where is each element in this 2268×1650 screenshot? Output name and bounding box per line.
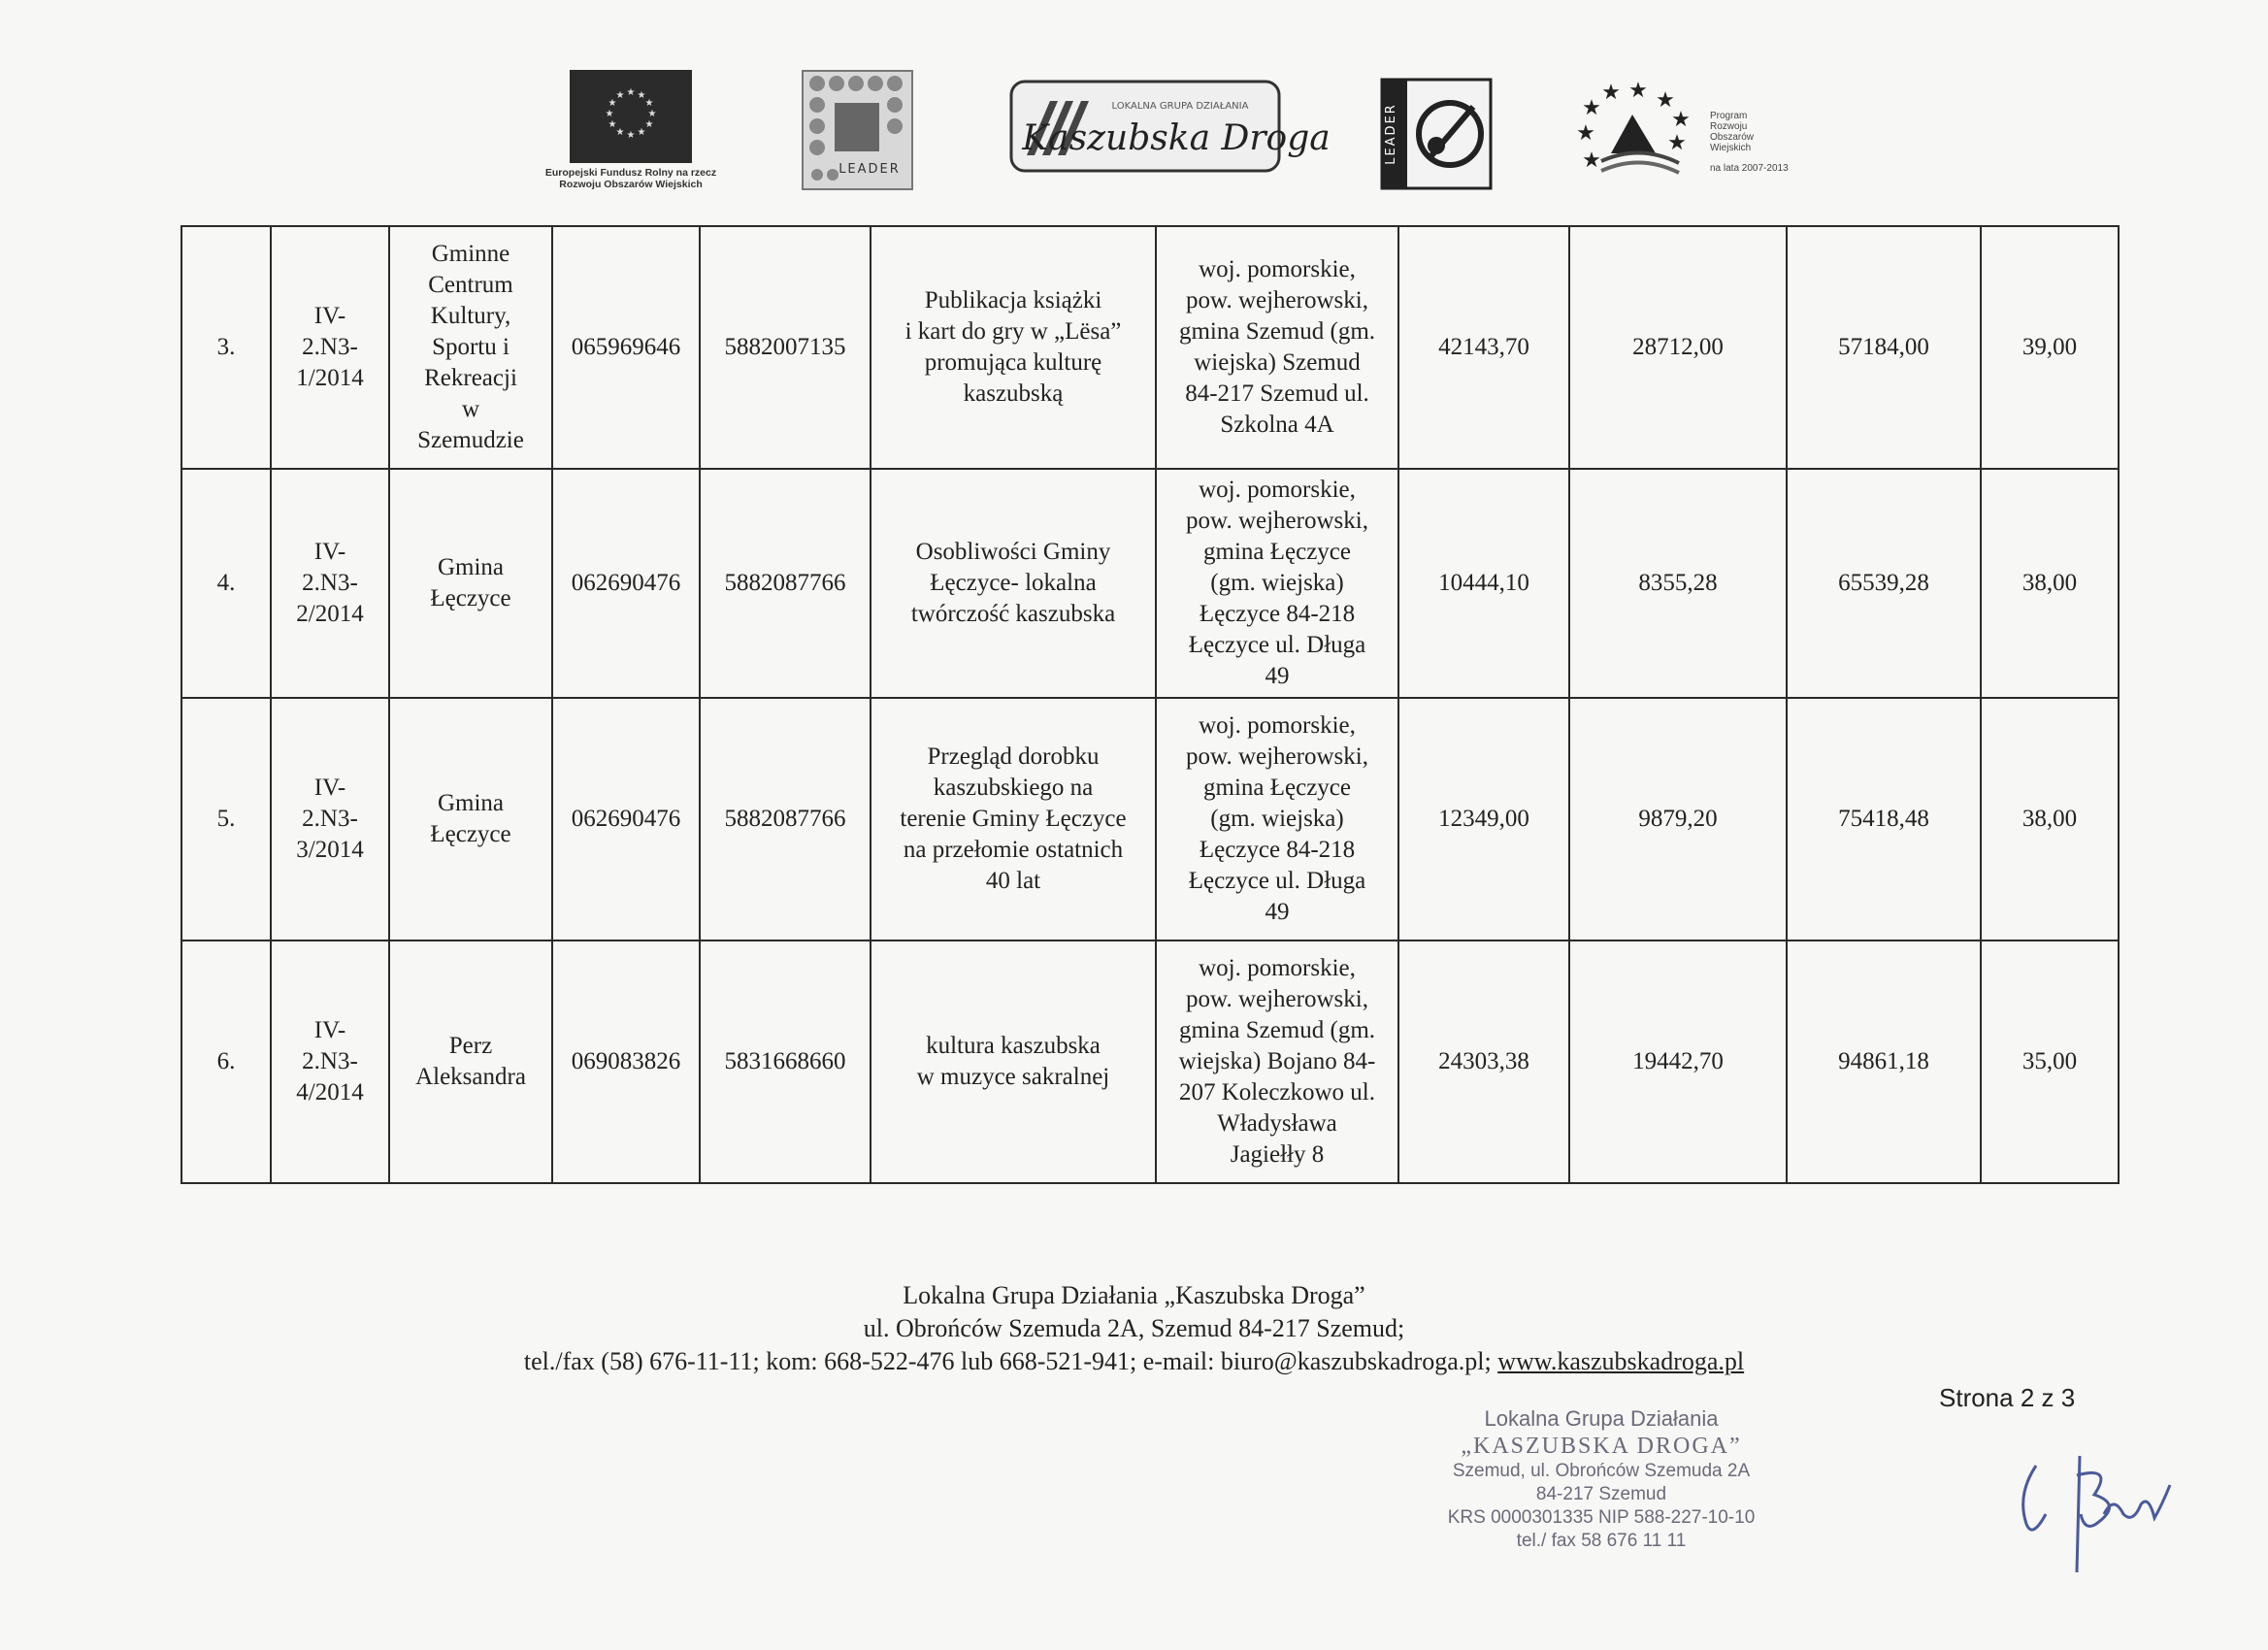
total-cost-cell: 12349,00 bbox=[1398, 698, 1569, 940]
prow-years: na lata 2007-2013 bbox=[1710, 163, 1789, 174]
svg-text:★: ★ bbox=[626, 87, 636, 98]
nip-cell: 5882087766 bbox=[700, 698, 871, 940]
svg-text:★: ★ bbox=[1582, 148, 1601, 173]
applicant-cell: Gmina Łęczyce bbox=[389, 469, 552, 698]
regon-cell: 062690476 bbox=[552, 698, 700, 940]
eu-fund-logo bbox=[519, 70, 742, 194]
regon-cell: 062690476 bbox=[552, 469, 700, 698]
regon-cell: 069083826 bbox=[552, 940, 700, 1183]
address-cell: woj. pomorskie, pow. wejherowski, gmina Szemud (gm. wiejska) Szemud 84-217 Szemud ul. Szkolna 4A bbox=[1156, 226, 1398, 469]
lp-cell: 4. bbox=[181, 469, 271, 698]
svg-text:★: ★ bbox=[1656, 88, 1675, 113]
applications-table bbox=[181, 225, 2120, 1184]
svg-text:★: ★ bbox=[608, 98, 617, 109]
application-number-cell: IV- 2.N3- 1/2014 bbox=[271, 226, 389, 469]
address-cell: woj. pomorskie, pow. wejherowski, gmina Szemud (gm. wiejska) Bojano 84- 207 Koleczkowo ul. Władysława Jagiełły 8 bbox=[1156, 940, 1398, 1183]
points-cell: 35,00 bbox=[1981, 940, 2119, 1183]
page-number: Strona 2 z 3 bbox=[1939, 1383, 2076, 1412]
svg-text:★: ★ bbox=[626, 130, 636, 141]
svg-text:★: ★ bbox=[615, 127, 625, 138]
total-cost-cell: 24303,38 bbox=[1398, 940, 1569, 1183]
footer-contact-text: tel./fax (58) 676-11-11; kom: 668-522-476 lub 668-521-941; e-mail: biuro@kaszubskadroga.pl; bbox=[523, 1347, 1498, 1375]
svg-text:★: ★ bbox=[608, 119, 617, 130]
lp-cell: 5. bbox=[181, 698, 271, 940]
nip-cell: 5882007135 bbox=[700, 226, 871, 469]
footer-org-name: Lokalna Grupa Działania „Kaszubska Droga” bbox=[903, 1281, 1365, 1309]
requested-aid-cell: 9879,20 bbox=[1569, 698, 1787, 940]
svg-text:★: ★ bbox=[1667, 131, 1687, 155]
cumulative-aid-cell: 57184,00 bbox=[1787, 226, 1981, 469]
table-row bbox=[181, 469, 2119, 698]
points-cell: 39,00 bbox=[1981, 226, 2119, 469]
points-cell: 38,00 bbox=[1981, 469, 2119, 698]
svg-text:★: ★ bbox=[637, 90, 646, 101]
title-cell: Przegląd dorobku kaszubskiego na terenie Gminy Łęczyce na przełomie ostatnich 40 lat bbox=[871, 698, 1156, 940]
total-cost-cell: 42143,70 bbox=[1398, 226, 1569, 469]
svg-text:★: ★ bbox=[1582, 96, 1601, 120]
svg-text:★: ★ bbox=[647, 109, 657, 119]
svg-text:★: ★ bbox=[1601, 81, 1621, 105]
application-number-cell: IV- 2.N3- 3/2014 bbox=[271, 698, 389, 940]
table-row bbox=[181, 940, 2119, 1183]
handwritten-signature bbox=[2007, 1446, 2182, 1572]
svg-text:LEADER: LEADER bbox=[838, 162, 901, 177]
cumulative-aid-cell: 75418,48 bbox=[1787, 698, 1981, 940]
total-cost-cell: 10444,10 bbox=[1398, 469, 1569, 698]
leader-mosaic-logo bbox=[802, 70, 913, 190]
svg-text:★: ★ bbox=[644, 119, 654, 130]
table-row bbox=[181, 698, 2119, 940]
svg-text:★: ★ bbox=[637, 127, 646, 138]
application-number-cell: IV- 2.N3- 4/2014 bbox=[271, 940, 389, 1183]
cumulative-aid-cell: 65539,28 bbox=[1787, 469, 1981, 698]
requested-aid-cell: 8355,28 bbox=[1569, 469, 1787, 698]
svg-text:★: ★ bbox=[1628, 79, 1648, 103]
website-link[interactable]: www.kaszubskadroga.pl bbox=[1497, 1347, 1745, 1375]
table-row bbox=[181, 226, 2119, 469]
prow-text: Program Rozwoju Obszarów Wiejskich bbox=[1710, 111, 1755, 153]
address-cell: woj. pomorskie, pow. wejherowski, gmina Łęczyce (gm. wiejska) Łęczyce 84-218 Łęczyce ul. Długa 49 bbox=[1156, 469, 1398, 698]
kaszubska-droga-logo bbox=[1009, 80, 1331, 173]
footer-address: ul. Obrońców Szemuda 2A, Szemud 84-217 Szemud; bbox=[863, 1314, 1405, 1342]
address-cell: woj. pomorskie, pow. wejherowski, gmina Łęczyce (gm. wiejska) Łęczyce 84-218 Łęczyce ul. Długa 49 bbox=[1156, 698, 1398, 940]
requested-aid-cell: 28712,00 bbox=[1569, 226, 1787, 469]
lp-cell: 6. bbox=[181, 940, 271, 1183]
lp-cell: 3. bbox=[181, 226, 271, 469]
title-cell: Publikacja książki i kart do gry w „Lësa” promująca kulturę kaszubską bbox=[871, 226, 1156, 469]
applicant-cell: Gmina Łęczyce bbox=[389, 698, 552, 940]
eu-flag-icon bbox=[570, 70, 692, 163]
requested-aid-cell: 19442,70 bbox=[1569, 940, 1787, 1183]
svg-text:★: ★ bbox=[1671, 108, 1691, 132]
svg-text:LOKALNA GRUPA DZIAŁANIA: LOKALNA GRUPA DZIAŁANIA bbox=[1111, 101, 1249, 112]
applicant-cell: Gminne Centrum Kultury, Sportu i Rekreacji w Szemudzie bbox=[389, 226, 552, 469]
application-number-cell: IV- 2.N3- 2/2014 bbox=[271, 469, 389, 698]
svg-text:★: ★ bbox=[605, 109, 614, 119]
points-cell: 38,00 bbox=[1981, 698, 2119, 940]
organization-stamp: Lokalna Grupa Działania „KASZUBSKA DROGA” Szemud, ul. Obrońców Szemuda 2A 84-217 Szemud KRS 0000301335 NIP 588-227-10-10 tel./ fax 58 676 11 11 bbox=[1447, 1406, 1756, 1551]
nip-cell: 5882087766 bbox=[700, 469, 871, 698]
svg-text:★: ★ bbox=[1576, 121, 1595, 146]
eu-caption: Europejski Fundusz Rolny na rzecz Rozwoju Obszarów Wiejskich bbox=[544, 167, 717, 190]
svg-text:★: ★ bbox=[644, 98, 654, 109]
leader-logo bbox=[1380, 78, 1493, 190]
title-cell: Osobliwości Gminy Łęczyce- lokalna twórczość kaszubska bbox=[871, 469, 1156, 698]
footer-contact bbox=[0, 1345, 2268, 1378]
applicant-cell: Perz Aleksandra bbox=[389, 940, 552, 1183]
svg-text:★: ★ bbox=[615, 90, 625, 101]
svg-text:LEADER: LEADER bbox=[1384, 103, 1398, 165]
regon-cell: 065969646 bbox=[552, 226, 700, 469]
nip-cell: 5831668660 bbox=[700, 940, 871, 1183]
title-cell: kultura kaszubska w muzyce sakralnej bbox=[871, 940, 1156, 1183]
svg-text:Kaszubska Droga: Kaszubska Droga bbox=[1022, 118, 1331, 158]
cumulative-aid-cell: 94861,18 bbox=[1787, 940, 1981, 1183]
